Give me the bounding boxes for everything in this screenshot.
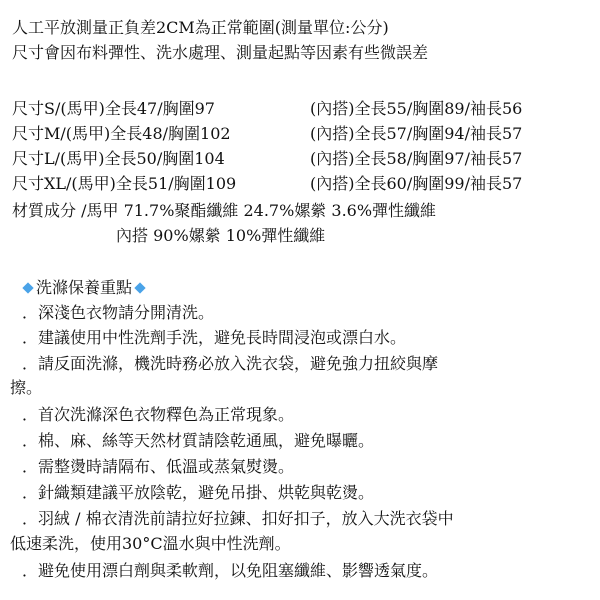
care-title bbox=[22, 277, 148, 299]
inner-size-s: (內搭)全長55/胸圍89/袖長56 bbox=[310, 99, 523, 118]
size-row-m bbox=[12, 123, 592, 145]
size-row-s bbox=[12, 98, 592, 120]
care-item-7: ．針織類建議平放陰乾，避免吊掛、烘乾與乾燙。 bbox=[22, 483, 375, 502]
diamond-icon bbox=[22, 282, 33, 293]
care-item-5: ．棉、麻、絲等天然材質請陰乾通風，避免曝曬。 bbox=[22, 431, 375, 450]
size-row-xl bbox=[12, 173, 592, 195]
material-inner: 內搭 90%嫘縈 10%彈性纖維 bbox=[116, 226, 326, 245]
care-item-1: ．深淺色衣物請分開清洗。 bbox=[22, 303, 215, 322]
vest-size-l: 尺寸L/(馬甲)全長50/胸圍104 bbox=[12, 149, 225, 168]
care-title-text: 洗滌保養重點 bbox=[36, 278, 133, 297]
size-row-l bbox=[12, 148, 592, 170]
care-item-8-continued: 低速柔洗，使用30°C溫水與中性洗劑。 bbox=[10, 534, 291, 553]
inner-size-m: (內搭)全長57/胸圍94/袖長57 bbox=[310, 124, 523, 143]
vest-size-s: 尺寸S/(馬甲)全長47/胸圍97 bbox=[12, 99, 215, 118]
vest-size-xl: 尺寸XL/(馬甲)全長51/胸圍109 bbox=[12, 174, 237, 193]
care-item-3-continued: 擦。 bbox=[10, 378, 43, 397]
care-item-6: ．需整燙時請隔布、低溫或蒸氣熨燙。 bbox=[22, 457, 295, 476]
care-item-8: ．羽絨 / 棉衣清洗前請拉好拉鍊、扣好扣子，放入大洗衣袋中 bbox=[22, 509, 454, 528]
care-item-4: ．首次洗滌深色衣物釋色為正常現象。 bbox=[22, 405, 295, 424]
measurement-error-note: 尺寸會因布料彈性、洗水處理、測量起點等因素有些微誤差 bbox=[12, 43, 429, 62]
care-item-2: ．建議使用中性洗劑手洗，避免長時間浸泡或漂白水。 bbox=[22, 328, 407, 347]
vest-size-m: 尺寸M/(馬甲)全長48/胸圍102 bbox=[12, 124, 231, 143]
measurement-note: 人工平放測量正負差2CM為正常範圍(測量單位:公分) bbox=[12, 18, 389, 37]
material-vest: 材質成分 /馬甲 71.7%聚酯纖維 24.7%嫘縈 3.6%彈性纖維 bbox=[12, 201, 437, 220]
care-item-3: ．請反面洗滌，機洗時務必放入洗衣袋，避免強力扭絞與摩 bbox=[22, 354, 439, 373]
inner-size-l: (內搭)全長58/胸圍97/袖長57 bbox=[310, 149, 523, 168]
care-item-9: ．避免使用漂白劑與柔軟劑，以免阻塞纖維、影響透氣度。 bbox=[22, 561, 439, 580]
inner-size-xl: (內搭)全長60/胸圍99/袖長57 bbox=[310, 174, 523, 193]
diamond-icon bbox=[134, 282, 145, 293]
